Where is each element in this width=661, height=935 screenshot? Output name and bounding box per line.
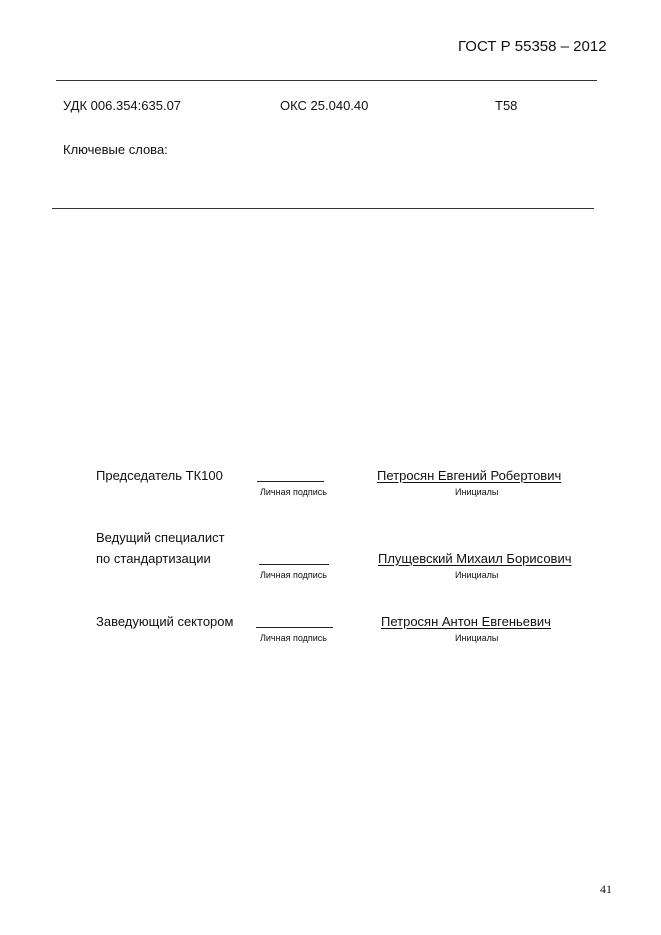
position-title: Ведущий специалист xyxy=(96,530,225,545)
bottom-divider xyxy=(52,208,594,209)
udk-code: УДК 006.354:635.07 xyxy=(63,98,182,113)
page-number: 41 xyxy=(600,882,612,896)
position-title: Председатель ТК100 xyxy=(96,468,223,483)
signature-caption: Личная подпись xyxy=(260,633,327,643)
initials-caption: Инициалы xyxy=(455,633,499,643)
signature-line xyxy=(259,564,329,565)
signature-caption: Личная подпись xyxy=(260,487,327,497)
signature-line xyxy=(256,627,333,628)
position-title: Заведующий сектором xyxy=(96,614,234,629)
signer-name: Петросян Антон Евгеньевич xyxy=(381,614,551,629)
signer-name: Петросян Евгений Робертович xyxy=(377,468,562,483)
t-code: Т58 xyxy=(495,98,518,113)
signature-line xyxy=(257,481,324,482)
standard-code: ГОСТ Р 55358 – 2012 xyxy=(458,38,607,55)
signature-caption: Личная подпись xyxy=(260,570,327,580)
keywords-label: Ключевые слова: xyxy=(63,142,168,157)
oks-code: ОКС 25.040.40 xyxy=(280,98,369,113)
initials-caption: Инициалы xyxy=(455,487,499,497)
top-divider xyxy=(56,80,597,81)
initials-caption: Инициалы xyxy=(455,570,499,580)
position-title: по стандартизации xyxy=(96,551,211,566)
signer-name: Плущевский Михаил Борисович xyxy=(378,551,572,566)
